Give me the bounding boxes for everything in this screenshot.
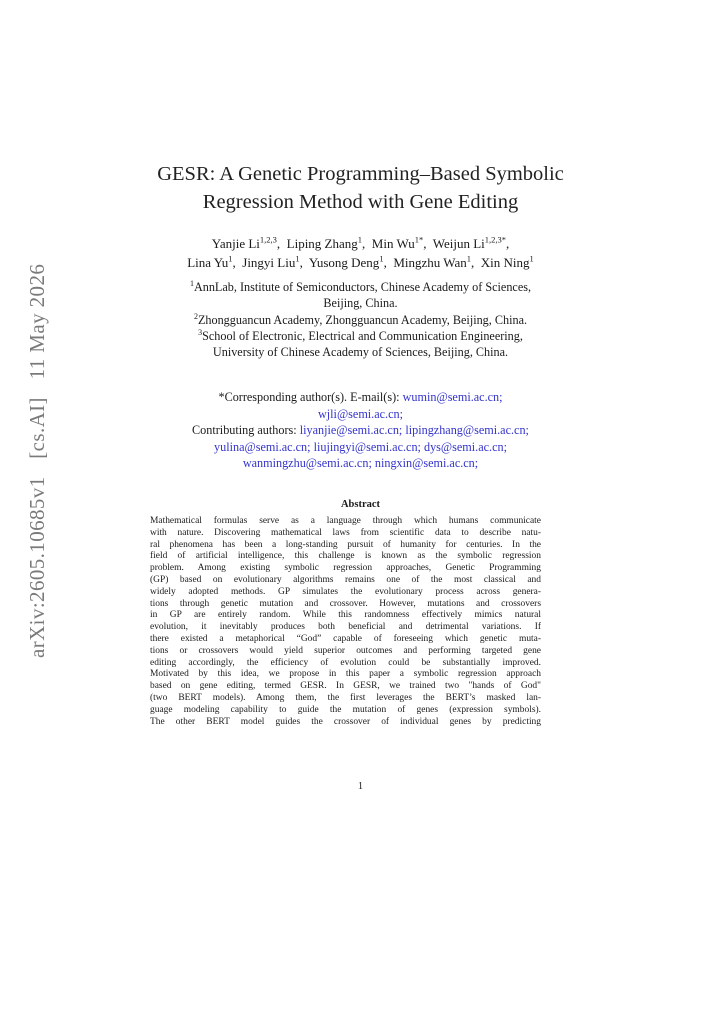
author-affiliation-sup: 1,2,3 (259, 234, 277, 245)
affiliation-1-cont: Beijing, China. (323, 296, 398, 311)
author-name: Lina Yu (187, 255, 229, 270)
arxiv-id: arXiv:2605.10685v1 (25, 476, 49, 658)
abstract-body (150, 516, 541, 728)
abstract-heading: Abstract (340, 499, 381, 510)
email-link[interactable]: dys@semi.ac.cn; (423, 439, 507, 454)
email-link[interactable]: liyanjie@semi.ac.cn; (299, 423, 403, 437)
abstract-line: there existed a metaphorical “God” capable of foreseeing which genetic muta- (150, 633, 541, 644)
paper-title (0, 160, 721, 216)
contributing-line-2 (0, 439, 721, 456)
affiliation-1: $^1$AnnLab, Institute of Semiconductors, Chinese Academy of Sciences, (189, 278, 532, 294)
author-affiliation-sup: 1 (357, 234, 363, 245)
arxiv-category: [cs.AI] (25, 397, 49, 459)
abstract-line: evolution, it inevitably produces both beneficial and detrimental variations. If (150, 622, 541, 633)
author-affiliation-sup: 1 (379, 253, 384, 264)
abstract-line: (two BERT models). Among them, the first leverages the BERT’s masked lan- (150, 692, 541, 703)
author-affiliation-sup: 1,2,3* (484, 234, 507, 245)
email-link[interactable]: liujingyi@semi.ac.cn; (313, 439, 421, 454)
abstract-line: with nature. Discovering mathematical laws from scientific data to describe natu- (150, 527, 541, 538)
abstract-line: tions or crossovers would yield superior outcomes and performing targeted gene (150, 645, 541, 656)
abstract-line: The other BERT model guides the crossover of individual genes by predicting (150, 716, 541, 727)
correspondence-block (0, 389, 721, 472)
author-name: Min Wu (371, 236, 415, 251)
author-name: Liping Zhang (286, 236, 358, 251)
corresponding-line-2 (0, 406, 721, 423)
abstract-line: Motivated by this idea, we propose in this paper a symbolic regression approach (150, 669, 541, 680)
author-affiliation-sup: 1 (228, 253, 233, 264)
abstract-line: field of artificial intelligence, this challenge is known as the symbolic regression (150, 551, 541, 562)
email-link[interactable]: ningxin@semi.ac.cn; (374, 456, 479, 470)
abstract-line: in GP are entirely random. While this randomness effectively mimics natural (150, 610, 541, 621)
abstract-line: Mathematical formulas serve as a language through which humans communicate (150, 516, 541, 526)
abstract-line: guage modeling capability to guide the mutation of genes (expression symbols). (150, 704, 541, 715)
author-affiliation-sup: 1 (466, 253, 472, 264)
corresponding-label: *Corresponding author(s). E-mail(s): (218, 390, 403, 404)
abstract-line: (GP) based on evolutionary algorithms remains one of the most classical and (150, 574, 541, 585)
affiliation-2: $^2$Zhongguancun Academy, Zhongguancun Academy, Beijing, China. (193, 311, 528, 327)
author-name: Jingyi Liu (242, 255, 296, 270)
affiliation-3: $^3$School of Electronic, Electrical and Communication Engineering, (198, 327, 523, 343)
email-link[interactable]: wanmingzhu@semi.ac.cn; (242, 456, 372, 470)
author-line-1: Yanjie Li$^{1,2,3}$, Liping Zhang$^1$, Min $Wu^{1*}$, Weijun $Li^{1,2,3*}$, (211, 234, 510, 251)
abstract-line: editing accordingly, the efficiency of evolution could be substantially improved. (150, 657, 541, 668)
author-name: Yanjie Li (211, 236, 260, 251)
arxiv-date: 11 May 2026 (25, 263, 49, 380)
corresponding-line (0, 389, 721, 406)
email-link[interactable]: wjli@semi.ac.cn; (317, 406, 403, 421)
author-name: Xin Ning (480, 255, 530, 270)
title-line-2: Regression Method with Gene Editing (202, 191, 519, 213)
author-list (0, 234, 721, 272)
affiliations (0, 279, 721, 360)
contributing-line (0, 422, 721, 439)
contributing-label: Contributing authors: (192, 423, 300, 437)
email-link[interactable]: lipingzhang@semi.ac.cn; (405, 423, 529, 437)
author-line-2: Lina Yu$^1$, Jingyi Liu$^1$, Yusong Deng$^1$, Mingzhu Wan$^1$, Xin Ning$^1$ (187, 253, 534, 270)
email-link[interactable]: yulina@semi.ac.cn; (214, 439, 311, 454)
affiliation-3-cont: University of Chinese Academy of Sciences, Beijing, China. (212, 345, 509, 360)
author-affiliation-sup: 1* (414, 234, 424, 245)
title-line-1: GESR: A Genetic Programming–Based Symbolic (157, 163, 564, 185)
author-name: Yusong Deng (308, 255, 380, 270)
abstract-line: ral phenomena has been a long-standing pursuit of humanity for centuries. In the (150, 539, 541, 550)
author-name: Weijun Li (432, 236, 485, 251)
contributing-line-3 (0, 455, 721, 472)
abstract-line: problem. Among existing symbolic regression approaches, Genetic Programming (150, 563, 541, 574)
abstract-line: based on gene editing, termed GESR. In GESR, we trained two "hands of God" (150, 681, 541, 692)
page-number: 1 (357, 781, 364, 792)
author-affiliation-sup: 1 (295, 253, 300, 264)
author-affiliation-sup: 1 (529, 253, 534, 264)
author-name: Mingzhu Wan (393, 255, 467, 270)
abstract-line: tions through genetic mutation and crossover. However, mutations and crossovers (150, 598, 541, 609)
email-link[interactable]: wumin@semi.ac.cn; (402, 390, 503, 404)
abstract-line: widely adopted methods. GP simulates the evolutionary process across genera- (150, 586, 541, 597)
